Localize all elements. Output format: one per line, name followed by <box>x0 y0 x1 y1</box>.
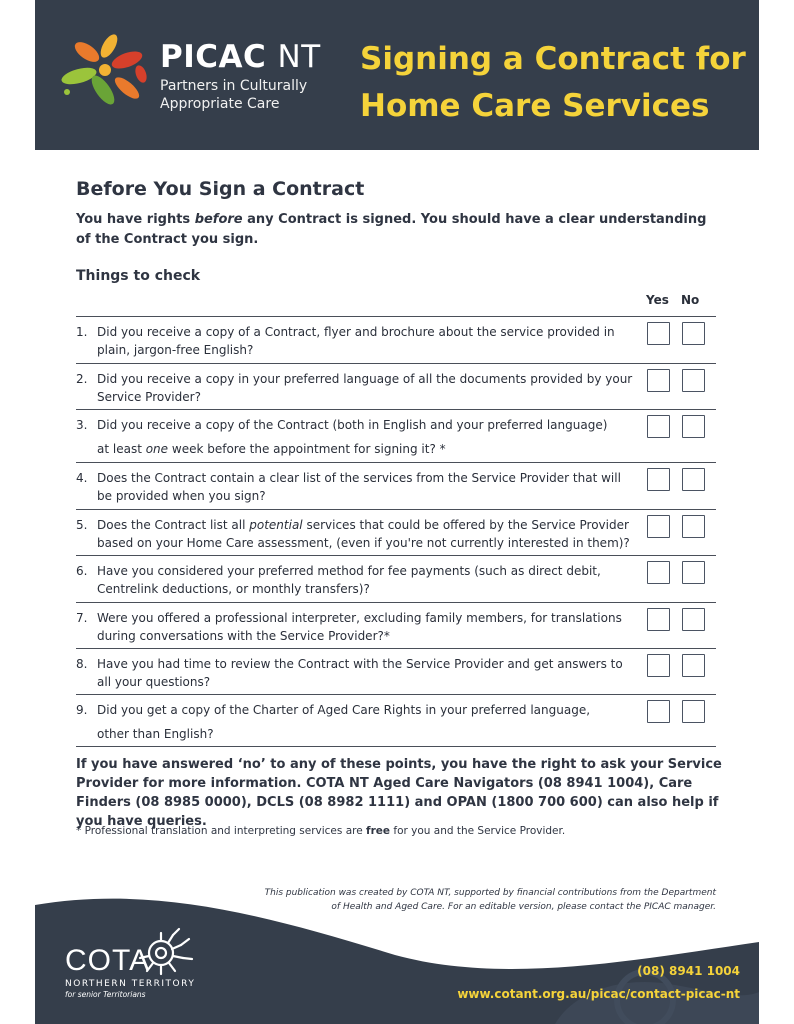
no-checkbox[interactable] <box>682 468 705 491</box>
item-question-part: services that could be offered by the Service Provider based on your Home Care assessment, (even if you're not currently interested in them)? <box>97 518 630 550</box>
intro-text <box>76 210 716 250</box>
yes-checkbox[interactable] <box>647 700 670 723</box>
document-title-line-2: Home Care Services <box>360 88 710 124</box>
no-checkbox[interactable] <box>682 515 705 538</box>
cota-region: NORTHERN TERRITORY <box>65 979 196 989</box>
footnote-part: * Professional translation and interpreting services are <box>76 825 367 837</box>
contact-phone[interactable]: (08) 8941 1004 <box>637 964 740 978</box>
cota-logo <box>65 945 195 999</box>
brand-name-main: PICAC <box>160 39 267 75</box>
yes-checkbox[interactable] <box>647 322 670 345</box>
checklist-row <box>76 649 716 695</box>
intro-emphasis: before <box>194 212 243 227</box>
yes-checkbox[interactable] <box>647 608 670 631</box>
checklist-row <box>76 410 716 463</box>
cota-tagline: for senior Territorians <box>65 990 146 999</box>
item-number: 8. <box>76 657 88 671</box>
credit-line-2: of Health and Aged Care. For an editable version, please contact the PICAC manager. <box>331 902 716 912</box>
item-question <box>97 698 637 746</box>
intro-part-1: You have rights <box>76 212 195 227</box>
item-question: Does the Contract contain a clear list of the services from the Service Provider that will be provided when you sign? <box>97 471 621 503</box>
item-question-line-1: Did you receive a copy of the Contract (both in English and your preferred language) <box>97 418 608 432</box>
checklist-row <box>76 364 716 410</box>
no-checkbox[interactable] <box>682 415 705 438</box>
no-checkbox[interactable] <box>682 561 705 584</box>
item-question-line-2: other than English? <box>97 727 214 741</box>
checklist <box>76 316 716 747</box>
item-question: Were you offered a professional interpreter, excluding family members, for translations during conversations with the Service Provider?* <box>97 611 622 643</box>
brand-tagline-line-2: Appropriate Care <box>160 96 280 112</box>
yes-checkbox[interactable] <box>647 468 670 491</box>
column-header-yes: Yes <box>646 293 669 307</box>
item-question: Have you had time to review the Contract with the Service Provider and get answers to all your questions? <box>97 657 623 689</box>
yes-checkbox[interactable] <box>647 654 670 677</box>
item-question-emphasis: one <box>145 442 169 456</box>
item-question-part: at least <box>97 442 146 456</box>
footnote-part: for you and the Service Provider. <box>390 825 566 837</box>
content-area <box>35 0 759 1024</box>
item-question-emphasis: potential <box>249 518 303 532</box>
yes-checkbox[interactable] <box>647 515 670 538</box>
item-question-line-1: Did you get a copy of the Charter of Aged Care Rights in your preferred language, <box>97 703 591 717</box>
yes-checkbox[interactable] <box>647 561 670 584</box>
section-title: Before You Sign a Contract <box>76 178 365 200</box>
checklist-row <box>76 317 716 364</box>
item-number: 7. <box>76 611 88 625</box>
item-number: 2. <box>76 372 88 386</box>
no-checkbox[interactable] <box>682 322 705 345</box>
checklist-row <box>76 603 716 649</box>
no-checkbox[interactable] <box>682 369 705 392</box>
item-question: Did you receive a copy in your preferred language of all the documents provided by your Service Provider? <box>97 372 633 404</box>
contact-website-link[interactable]: www.cotant.org.au/picac/contact-picac-nt <box>457 987 740 1001</box>
column-header-no: No <box>681 293 700 307</box>
item-number: 3. <box>76 418 88 432</box>
yes-checkbox[interactable] <box>647 369 670 392</box>
yes-checkbox[interactable] <box>647 415 670 438</box>
checklist-row <box>76 463 716 510</box>
item-question-part: Does the Contract list all <box>97 518 250 532</box>
document-title-line-1: Signing a Contract for <box>360 41 746 77</box>
item-number: 4. <box>76 471 88 485</box>
checklist-row <box>76 556 716 603</box>
footnote <box>76 825 726 837</box>
things-to-check-heading: Things to check <box>76 268 201 284</box>
brand-tagline-line-1: Partners in Culturally <box>160 78 308 94</box>
intro-part-2: any Contract is signed. You should have a clear understanding of the Contract you sign. <box>76 212 707 247</box>
no-checkbox[interactable] <box>682 654 705 677</box>
checklist-row <box>76 510 716 556</box>
item-question-part: week before the appointment for signing it? * <box>168 442 446 456</box>
item-number: 5. <box>76 518 88 532</box>
no-checkbox[interactable] <box>682 700 705 723</box>
footnote-emphasis: free <box>366 825 391 837</box>
closing-statement: If you have answered ‘no’ to any of these points, you have the right to ask your Service Provider for more information. COTA NT Aged Care Navigators (08 8941 1004), Care Finders (08 8985 0000), DCLS (08 8982 1111) and OPAN (1800 700 600) can also help if you have queries. <box>76 757 722 829</box>
item-question: Did you receive a copy of a Contract, flyer and brochure about the service provided in plain, jargon-free English? <box>97 325 615 357</box>
cota-wordmark: COTA <box>65 944 151 977</box>
checklist-row <box>76 695 716 747</box>
no-checkbox[interactable] <box>682 608 705 631</box>
item-question <box>97 413 637 461</box>
item-question <box>97 516 642 552</box>
credit-line-1: This publication was created by COTA NT, supported by financial contributions from the Department <box>264 888 716 898</box>
item-question: Have you considered your preferred method for fee payments (such as direct debit, Centrelink deductions, or monthly transfers)? <box>97 564 601 596</box>
item-number: 9. <box>76 703 88 717</box>
brand-name-region: NT <box>277 39 321 75</box>
item-number: 6. <box>76 564 88 578</box>
item-number: 1. <box>76 325 88 339</box>
